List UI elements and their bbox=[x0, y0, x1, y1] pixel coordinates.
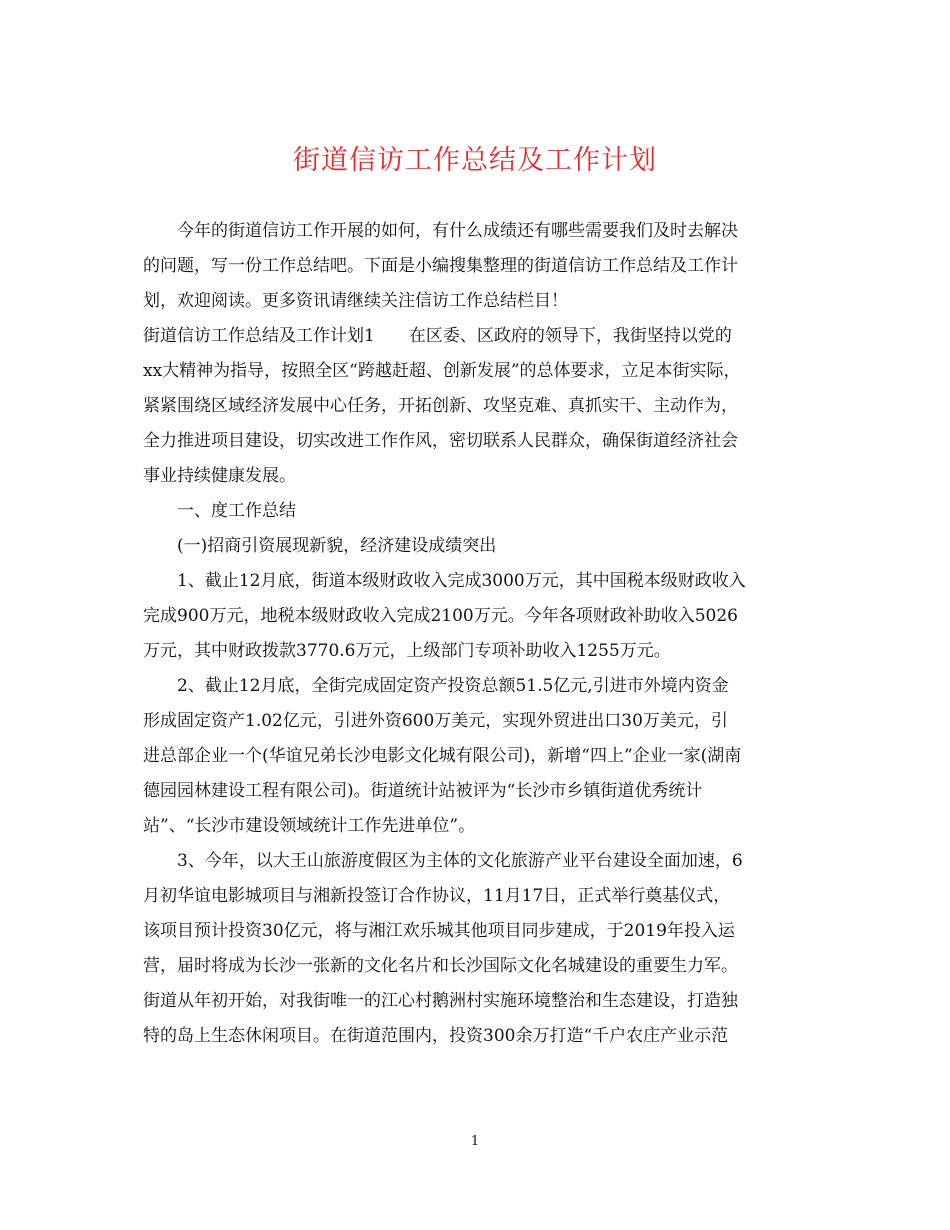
text-line: 街道信访工作总结及工作计划1 在区委、区政府的领导下，我街坚持以党的 bbox=[143, 326, 732, 346]
text-line: 该项目预计投资30亿元，将与湘江欢乐城其他项目同步建成，于2019年投入运 bbox=[143, 921, 735, 941]
text-line: 形成固定资产1.02亿元，引进外资600万美元，实现外贸进出口30万美元，引 bbox=[143, 711, 728, 731]
text-line: 的问题，写一份工作总结吧。下面是小编搜集整理的街道信访工作总结及工作计 bbox=[143, 256, 738, 276]
text-line: 划，欢迎阅读。更多资讯请继续关注信访工作总结栏目！ bbox=[143, 291, 568, 311]
text-line: 3、今年，以大王山旅游度假区为主体的文化旅游产业平台建设全面加速，6 bbox=[177, 851, 743, 871]
text-line: xx大精神为指导，按照全区“跨越赶超、创新发展”的总体要求，立足本街实际， bbox=[143, 361, 741, 381]
text-line: 今年的街道信访工作开展的如何，有什么成绩还有哪些需要我们及时去解决 bbox=[177, 221, 738, 241]
text-line: 1、截止12月底，街道本级财政收入完成3000万元，其中国税本级财政收入 bbox=[177, 571, 746, 591]
text-line: 事业持续健康发展。 bbox=[143, 466, 296, 486]
text-line: 一、度工作总结 bbox=[177, 501, 296, 521]
text-line: 进总部企业一个(华谊兄弟长沙电影文化城有限公司)，新增“四上”企业一家(湖南 bbox=[143, 746, 742, 766]
text-line: 全力推进项目建设，切实改进工作作风，密切联系人民群众，确保街道经济社会 bbox=[143, 431, 738, 451]
text-line: 营，届时将成为长沙一张新的文化名片和长沙国际文化名城建设的重要生力军。 bbox=[143, 956, 738, 976]
text-line: 完成900万元，地税本级财政收入完成2100万元。今年各项财政补助收入5026 bbox=[143, 606, 738, 626]
text-line: (一)招商引资展现新貌，经济建设成绩突出 bbox=[177, 536, 497, 556]
text-line: 德园园林建设工程有限公司)。街道统计站被评为“长沙市乡镇街道优秀统计 bbox=[143, 781, 703, 801]
text-line: 街道从年初开始，对我街唯一的江心村鹅洲村实施环境整治和生态建设，打造独 bbox=[143, 991, 738, 1011]
text-line: 2、截止12月底，全街完成固定资产投资总额51.5亿元,引进市外境内资金 bbox=[177, 676, 729, 696]
document-body bbox=[143, 214, 813, 1054]
text-line: 站”、“长沙市建设领域统计工作先进单位”。 bbox=[143, 816, 476, 836]
text-line: 万元，其中财政拨款3770.6万元，上级部门专项补助收入1255万元。 bbox=[143, 641, 671, 661]
document-title: 街道信访工作总结及工作计划 bbox=[293, 145, 657, 176]
text-line: 紧紧围绕区域经济发展中心任务，开拓创新、攻坚克难、真抓实干、主动作为， bbox=[143, 396, 738, 416]
page-number: 1 bbox=[470, 1134, 480, 1149]
text-line: 特的岛上生态休闲项目。在街道范围内，投资300余万打造“千户农庄产业示范 bbox=[143, 1026, 729, 1046]
text-line: 月初华谊电影城项目与湘新投签订合作协议，11月17日，正式举行奠基仪式， bbox=[143, 886, 731, 906]
